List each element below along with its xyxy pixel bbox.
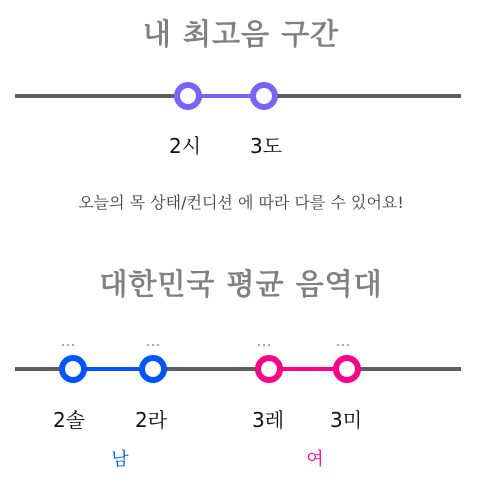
condition-note: 오늘의 목 상태/컨디션 에 따라 다를 수 있어요! [78, 193, 404, 212]
male-low-more-indicator: ... [60, 331, 76, 350]
female-legend-label: 여 [306, 449, 324, 470]
female-high-label: 3미 [329, 408, 363, 432]
male-high-label: 2라 [134, 408, 168, 432]
my-range-high-marker [250, 82, 278, 110]
korea-average-range-title: 대한민국 평균 음역대 [99, 267, 383, 301]
my-range-high-label: 3도 [249, 134, 283, 158]
male-legend-label: 남 [111, 449, 129, 470]
male-low-marker [59, 355, 87, 383]
female-low-label: 3레 [251, 408, 285, 432]
male-high-more-indicator: ... [145, 331, 161, 350]
female-high-marker [333, 355, 361, 383]
female-low-marker [255, 355, 283, 383]
my-range-low-label: 2시 [168, 134, 202, 158]
female-low-more-indicator: ... [256, 331, 272, 350]
my-range-low-marker [174, 82, 202, 110]
my-highest-range-title: 내 최고음 구간 [142, 17, 340, 51]
female-high-more-indicator: ... [335, 331, 351, 350]
male-low-label: 2솔 [52, 408, 86, 432]
male-high-marker [139, 355, 167, 383]
